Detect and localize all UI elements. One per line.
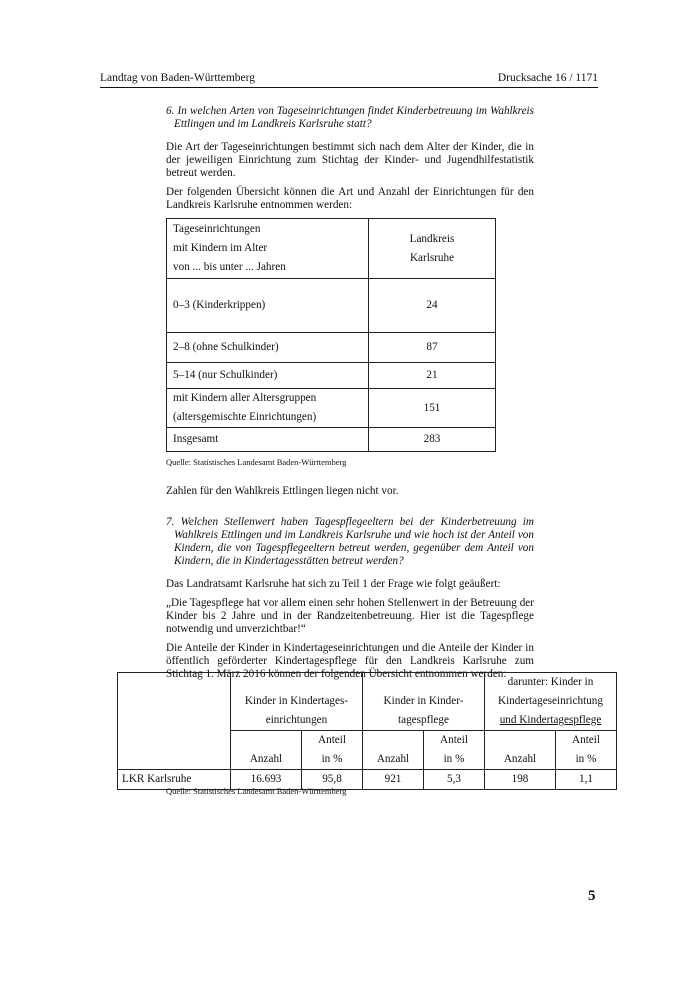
q7-answer-paragraph-2: Die Anteile der Kinder in Kindertageseinrichtungen und die Anteile der Kinder in öffentlich geförderter Kindertagespflege für den Landkreis Karlsruhe zum Stichtag 1. März 2016 können der folgenden Übersicht entnommen werden: — [166, 642, 534, 680]
page-header — [100, 72, 598, 88]
question-6 — [166, 105, 534, 131]
ettlingen-note: Zahlen für den Wahlkreis Ettlingen liegen nicht vor. — [166, 485, 399, 497]
sub-share-line: in % — [443, 753, 465, 765]
facilities-table-header — [167, 219, 496, 279]
group2-label-line: tagespflege — [398, 714, 449, 726]
q6-answer-paragraph-1: Die Art der Tageseinrichtungen bestimmt sich nach dem Alter der Kinder, die in der jeweiligen Einrichtung zum Stichtag der Kinder- und Jugendhilfestatistik betreut werden. — [166, 141, 534, 179]
care-table-header-row-1 — [118, 673, 617, 693]
count-kita: 16.693 — [231, 770, 302, 790]
question-7-text: Welchen Stellenwert haben Tagespflegeeltern bei der Kinderbetreuung im Wahlkreis Ettlingen und im Landkreis Karlsruhe und wie hoch ist der Anteil von Kindern, die von Tagespflegeeltern betreut werden, gegenüber dem Anteil von Kindern, die in Kindertagesstätten betreut werden? — [174, 516, 534, 567]
question-7 — [166, 516, 534, 568]
count-tagespflege: 921 — [363, 770, 424, 790]
q7-quote: „Die Tagespflege hat vor allem einen sehr hohen Stellenwert in der Betreuung der Kinder bis 2 Jahre und in der Randzeitenbetreuung. Hier ist die Tagespflege notwendig und unverzichtbar!“ — [166, 597, 534, 635]
group1-header — [231, 692, 363, 731]
share-tagespflege: 5,3 — [424, 770, 485, 790]
row-label: mit Kindern aller Altersgruppen (altersgemischte Einrichtungen) — [167, 389, 369, 428]
row-value: 87 — [369, 333, 496, 363]
q7-answer-paragraph-1: Das Landratsamt Karlsruhe hat sich zu Teil 1 der Frage wie folgt geäußert: — [166, 578, 501, 590]
group2-label-line: Kinder in Kinder- — [383, 695, 464, 707]
q6-answer-paragraph-2: Der folgenden Übersicht können die Art und Anzahl der Einrichtungen für den Landkreis Karlsruhe entnommen werden: — [166, 186, 534, 211]
group2-header — [363, 692, 485, 731]
table-row — [167, 363, 496, 389]
sub-share-3 — [556, 731, 617, 770]
table2-source: Quelle: Statistisches Landesamt Baden-Württemberg — [166, 786, 347, 796]
sub-share-line: Anteil — [318, 734, 346, 746]
sub-share-line: in % — [575, 753, 597, 765]
header-left-line: Tageseinrichtungen — [173, 223, 261, 235]
group2-spacer — [363, 673, 485, 693]
row-label: Insgesamt — [167, 428, 369, 452]
question-7-number: 7. — [166, 516, 175, 528]
row-label: 5–14 (nur Schulkinder) — [167, 363, 369, 389]
row-value: 24 — [369, 279, 496, 333]
sub-share-line: Anteil — [572, 734, 600, 746]
table-row — [167, 428, 496, 452]
sub-count-2: Anzahl — [376, 753, 410, 765]
main-content — [166, 105, 534, 687]
facilities-table — [166, 218, 496, 452]
sub-share-line: Anteil — [440, 734, 468, 746]
header-right-line: Landkreis — [409, 232, 455, 245]
row-label: 2–8 (ohne Schulkinder) — [167, 333, 369, 363]
sub-count-1: Anzahl — [249, 753, 283, 765]
table-row — [167, 279, 496, 333]
sub-share-2 — [424, 731, 485, 770]
table-row — [167, 389, 496, 428]
facilities-header-right — [369, 219, 496, 279]
group1-label-line: einrichtungen — [265, 714, 328, 726]
row-label: 0–3 (Kinderkrippen) — [167, 279, 369, 333]
sub-share-line: in % — [321, 753, 343, 765]
header-left-line: mit Kindern im Alter — [173, 242, 268, 254]
share-both: 1,1 — [556, 770, 617, 790]
page-number: 5 — [588, 888, 596, 904]
question-6-text: In welchen Arten von Tageseinrichtungen findet Kinderbetreuung im Wahlkreis Ettlingen und im Landkreis Karlsruhe statt? — [174, 105, 534, 130]
group3-label-line: Kindertageseinrichtung — [497, 695, 603, 707]
care-table-empty-corner — [118, 673, 231, 770]
group1-spacer — [231, 673, 363, 693]
table1-source: Quelle: Statistisches Landesamt Baden-Württemberg — [166, 457, 347, 467]
care-share-table — [117, 672, 617, 790]
sub-share-1 — [302, 731, 363, 770]
header-document-number: Drucksache 16 / 1171 — [497, 72, 598, 84]
group3-label-line: darunter: Kinder in — [485, 673, 617, 693]
share-kita: 95,8 — [302, 770, 363, 790]
row-value: 151 — [369, 389, 496, 428]
facilities-header-left — [167, 219, 369, 279]
group3-header — [485, 692, 617, 731]
count-both: 198 — [485, 770, 556, 790]
header-right-line: Karlsruhe — [409, 251, 455, 264]
group3-label-line: und Kindertagespflege — [499, 714, 602, 726]
row-value: 283 — [369, 428, 496, 452]
row-label: LKR Karlsruhe — [118, 770, 231, 790]
header-title: Landtag von Baden-Württemberg — [100, 72, 255, 84]
question-6-number: 6. — [166, 105, 175, 117]
row-value: 21 — [369, 363, 496, 389]
sub-count-3: Anzahl — [503, 753, 537, 765]
table-row — [167, 333, 496, 363]
group1-label-line: Kinder in Kindertages- — [244, 695, 349, 707]
header-left-line: von ... bis unter ... Jahren — [173, 261, 286, 273]
